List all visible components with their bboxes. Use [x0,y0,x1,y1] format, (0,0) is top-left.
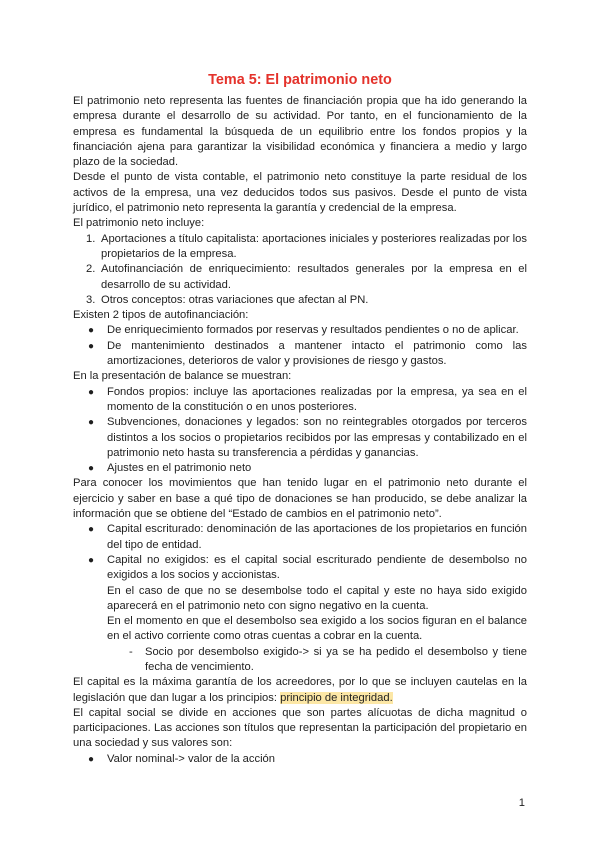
bullet-icon: ● [88,753,95,765]
sub-list-item-text: Socio por desembolso exigido-> si ya se ha pedido el desembolso y tiene fecha de vencimiento. [145,645,527,673]
list-item-text: De mantenimiento destinados a mantener intacto el patrimonio como las amortizaciones, deterioros de valor y provisiones de riesgo y gastos. [107,339,527,368]
bullet-icon: ● [88,325,95,337]
list-item-text: Fondos propios: incluye las aportaciones realizadas por la empresa, ya sea en el momento de la constitución o en unos posteriores. [107,385,527,413]
contable-paragraph: Desde el punto de vista contable, el patrimonio neto constituye la parte residual de los activos de la empresa, una vez deducidos todos sus pasivos. Desde el punto de vista jurídico, el patrimonio neto representa la garantía y credencial de la empresa. [73,171,527,215]
bullet-icon: ● [88,524,95,536]
list-item [73,553,527,584]
list-item-text: Subvenciones, donaciones y legados: son no reintegrables otorgados por terceros distintos a los socios o propietarios recibidos por las empresas y contabilizado en el patrimonio neto hasta su transferencia a pérdidas y ganancias. [107,416,527,459]
bullet-icon: ● [88,340,95,352]
list-item [73,522,527,553]
intro-paragraph: El patrimonio neto representa las fuentes de financiación propia que ha ido generando la empresa durante el desarrollo de su actividad. Por tanto, en el funcionamiento de la empresa es fundamental la búsqueda de un equilibrio entre los fondos propios y la financiación ajena para garantizar la visibilidad económica y financiera a medio y largo plazo de la sociedad. [73,95,527,169]
list-item-text: Ajustes en el patrimonio neto [107,462,252,475]
list-item-text: Valor nominal-> valor de la acción [107,752,276,765]
autofinanciacion-list [73,323,527,369]
list-item-text: Capital no exigidos: es el capital social escriturado pendiente de desembolso no exigidos a los socios y accionistas. [107,553,527,582]
bullet-icon: ● [88,386,95,398]
list-item-text: De enriquecimiento formados por reservas y resultados pendientes o no de aplicar. [107,324,519,337]
highlighted-text: principio de integridad. [280,691,393,704]
cambios-paragraph: Para conocer los movimientos que han tenido lugar en el patrimonio neto durante el ejercicio y saber en base a qué tipo de donaciones se han producido, se debe analizar la información que se obtiene del “Estado de cambios en el patrimonio neto”. [73,477,527,521]
list-item [73,415,527,461]
list-item [73,262,527,293]
bullet-icon: ● [88,554,95,566]
garantia-paragraph [73,675,527,706]
no-exigido-paragraph: En el caso de que no se desembolse todo el capital y este no haya sido exigido aparecerá en el patrimonio neto con signo negativo en la cuenta. [107,584,527,612]
dash-marker: - [129,645,133,658]
list-item [73,293,527,308]
list-item-text: Autofinanciación de enriquecimiento: resultados generales por la empresa en el desarrollo de su actividad. [101,263,527,291]
list-item [73,339,527,370]
list-item [73,461,527,476]
list-item-text: Otros conceptos: otras variaciones que afectan al PN. [101,293,369,306]
exigido-paragraph: En el momento en que el desembolso sea exigido a los socios figuran en el balance en el activo corriente como otras cuentas a cobrar en la cuenta. [107,615,527,643]
list-item-text: Aportaciones a título capitalista: aportaciones iniciales y posteriores realizadas por los propietarios de la empresa. [101,232,527,260]
autofinanciacion-heading: Existen 2 tipos de autofinanciación: [73,309,249,322]
list-item [73,232,527,263]
page-number: 1 [518,797,525,809]
list-number: 2. [86,263,96,276]
sub-list-item [73,645,527,676]
list-item-text: Capital escriturado: denominación de las aportaciones de los propietarios en función del tipo de entidad. [107,523,527,551]
bullet-icon: ● [88,417,95,429]
balance-list [73,385,527,477]
list-item [73,385,527,416]
page-title: Tema 5: El patrimonio neto [208,72,392,88]
bullet-icon: ● [88,463,95,475]
capital-list [73,522,527,583]
valores-list [73,752,527,767]
balance-heading: En la presentación de balance se muestran: [73,370,292,383]
acciones-paragraph: El capital social se divide en acciones que son partes alícuotas de dicha magnitud o participaciones. Las acciones son títulos que representan la participación del propietario en una sociedad y sus valores son: [73,706,527,750]
garantia-text: El capital es la máxima garantía de los acreedores, por lo que se incluyen cautelas en la legislación que dan lugar a los principios: [73,676,527,704]
list-item [73,323,527,338]
list-number: 1. [86,232,96,245]
list-number: 3. [86,293,96,306]
includes-list [73,232,527,308]
includes-heading: El patrimonio neto incluye: [73,217,205,230]
list-item [73,752,527,767]
